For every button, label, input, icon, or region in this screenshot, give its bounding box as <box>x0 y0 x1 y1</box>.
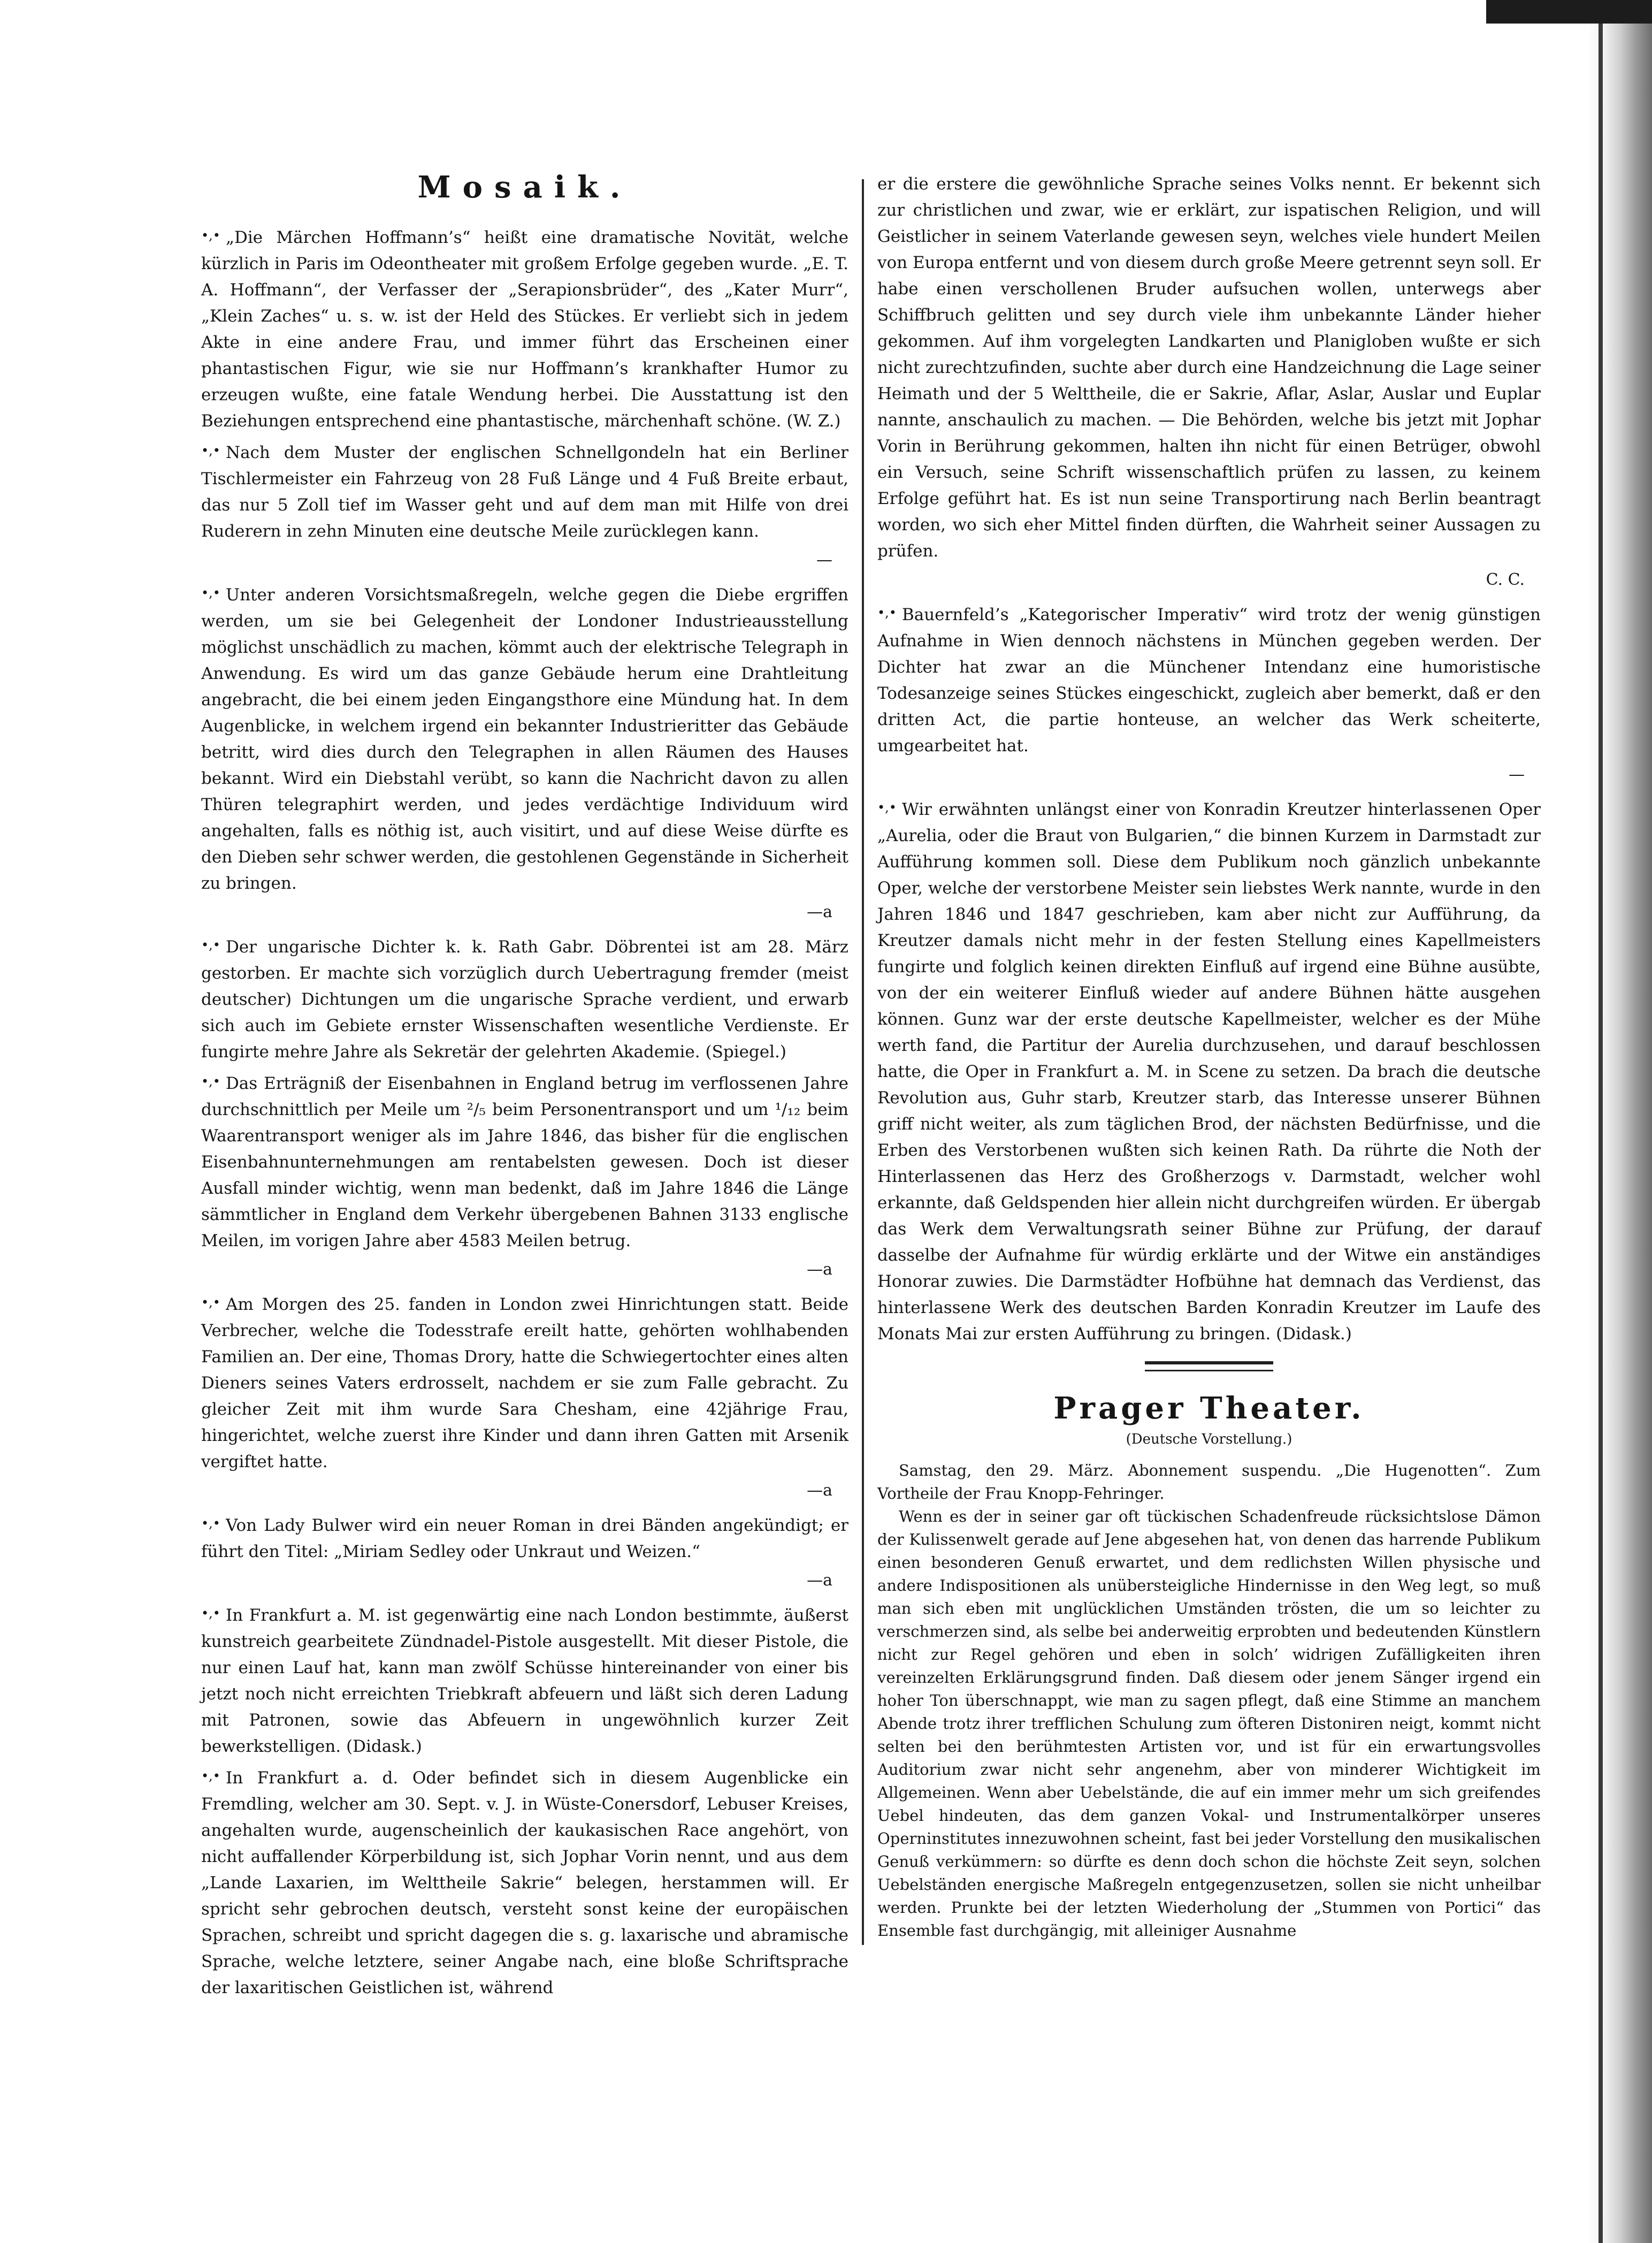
left-news-item-text <box>201 1290 848 1475</box>
right-items-list <box>877 171 1541 1347</box>
left-news-item <box>201 223 848 434</box>
left-news-item <box>201 1600 848 1760</box>
item-marker: •,• <box>201 227 220 243</box>
item-body: Wir erwähnten unlängst einer von Konradin Kreutzer hinterlassenen Oper „Aurelia, oder die Braut von Bulgarien,“ die binnen Kurzem in Darmstadt zur Aufführung kommen soll. Diese dem Publikum noch gänzlich unbekannte Oper, welche der verstorbene Meister sein liebstes Werk nannte, wurde in den Jahren 1846 und 1847 geschrieben, kam aber nicht zur Aufführung, da Kreutzer damals nicht mehr in der festen Stellung eines Kapellmeisters fungirte und folglich keinen direkten Einfluß auf irgend eine Bühne ausübte, von der ein weiterer Einfluß wieder auf andere Bühnen hätte ausgehen können. Gunz war der erste deutsche Kapellmeister, welcher es der Mühe werth fand, die Partitur der Aurelia durchzusehen, und darauf beschlossen hatte, die Oper in Frankfurt a. M. in Scene zu setzen. Da brach die deutsche Revolution aus, Guhr starb, Kreutzer starb, das Interesse unserer Bühnen griff nicht weiter, als zum täglichen Brod, der nächsten Bedürfnisse, und die Erben des Verstorbenen wußten sich keinen Rath. Da rührte die Noth der Hinterlassenen das Herz des Großherzogs v. Darmstadt, welcher wohl erkannte, daß Geldspenden hier allein nicht durchgreifen würden. Er übergab das Werk dem Verwaltungsrath seiner Bühne zur Prüfung, der darauf dasselbe der Aufnahme für würdig erklärte und der Witwe ein anständiges Honorar zuwies. Die Darmstädter Hofbühne hat demnach das Verdienst, das hinterlassene Werk des deutschen Barden Konradin Kreutzer im Laufe des Monats Mai zur ersten Aufführung zu bringen. (Didask.) <box>877 800 1541 1344</box>
left-news-item <box>201 1069 848 1254</box>
item-marker: •,• <box>201 1605 220 1621</box>
item-marker: •,• <box>201 443 220 458</box>
item-signature: —a <box>807 1570 832 1590</box>
right-news-item <box>877 171 1541 564</box>
left-column <box>201 171 848 2004</box>
theater-body: Wenn es der in seiner gar oft tückischen Schadenfreude rücksichtslose Dämon der Kulissenwelt gerade auf Jene abgesehen hat, von denen das harrende Publikum einen besonderen Genuß erwartet, und dem redlichsten Willen physische und andere Indispositionen als unübersteigliche Hindernisse in den Weg legt, so muß man sich eben mit unglücklichen Umständen trösten, die um so leichter zu verschmerzen sind, als selbe bei anderweitig erprobten und bedeutenden Künstlern nicht zur Regel gehören und eben in solch’ widrigen Zufälligkeiten ihren vereinzelten Erklärungsgrund finden. Daß diesem oder jenem Sänger irgend ein hoher Ton überschnappt, wie man zu sagen pflegt, daß eine Stimme an manchem Abende trotz ihrer trefflichen Schulung zum öfteren Distoniren neigt, kommt nicht selten bei den berühmtesten Artisten vor, und ist für ein erwartungsvolles Auditorium zwar nicht sehr angenehm, aber von minderer Wichtigkeit im Allgemeinen. Wenn aber Uebelstände, die auf ein immer mehr um sich greifendes Uebel hindeuten, das dem ganzen Vokal- und Instrumentalkörper unseres Operninstitutes innezuwohnen scheint, fast bei jeder Vorstellung den musikalischen Genuß verkümmern: so dürfte es denn doch schon die höchste Zeit seyn, solchen Uebelständen energische Maßregeln entgegenzusetzen, sollen sie nicht unheilbar werden. Prunkte bei der letzten Wiederholung der „Stummen von Portici“ das Ensemble fast durchgängig, mit alleiniger Ausnahme <box>877 1507 1541 1940</box>
left-news-item-text <box>201 932 848 1065</box>
theater-subtitle: (Deutsche Vorstellung.) <box>1126 1431 1292 1447</box>
item-body: Nach dem Muster der englischen Schnellgondeln hat ein Berliner Tischlermeister ein Fahrzeug von 28 Fuß Länge und 4 Fuß Breite erbaut, das nur 5 Zoll tief im Wasser geht und auf dem man mit Hilfe von drei Ruderern in zehn Minuten eine deutsche Meile zurücklegen kann. <box>201 443 848 541</box>
item-body: In Frankfurt a. M. ist gegenwärtig eine nach London bestimmte, äußerst kunstreich gearbeitete Zündnadel-Pistole ausgestellt. Mit dieser Pistole, die nur einen Lauf hat, kann man zwölf Schüsse hintereinander von einer bis jetzt noch nicht erreichten Triebkraft abfeuern und läßt sich deren Ladung mit Patronen, sowie das Abfeuern in ungewöhnlich kurzer Zeit bewerkstelligen. (Didask.) <box>201 1605 848 1756</box>
item-marker: •,• <box>201 1768 220 1783</box>
left-items-list <box>201 223 848 2001</box>
item-signature: — <box>816 550 832 569</box>
item-body: er die erstere die gewöhnliche Sprache seines Volks nennt. Er bekennt sich zur christlichen und zwar, wie er erklärt, zur ispatischen Religion, und will Geistlicher in seinem Vaterlande gewesen seyn, welches viele hundert Meilen von Europa entfernt und von diesem durch große Meere getrennt seyn soll. Er habe einen verschollenen Bruder aufsuchen wollen, unterwegs aber Schiffbruch gelitten und sey durch viele ihm unbekannte Länder hieher gekommen. Auf ihm vorgelegten Landkarten und Planigloben wußte er sich nicht zurechtzufinden, suchte aber durch eine Handzeichnung die Lage seiner Heimath und der 5 Welttheile, die er Sakrie, Aflar, Aslar, Auslar und Euplar nannte, anschaulich zu machen. — Die Behörden, welche bis jetzt mit Jophar Vorin in Berührung gekommen, halten ihn nicht für einen Betrüger, obwohl ein Versuch, seine Schrift wissenschaftlich prüfen zu lassen, zu keinem Erfolge geführt hat. Es ist nun seine Transportirung nach Berlin beantragt worden, wo sich eher Mittel finden dürften, die Wahrheit seiner Aussagen zu prüfen. <box>877 174 1541 561</box>
item-body: Am Morgen des 25. fanden in London zwei Hinrichtungen statt. Beide Verbrecher, welche die Todesstrafe ereilt hatte, gehörten wohlhabenden Familien an. Der eine, Thomas Drory, hatte die Schwiegertochter eines alten Dieners seines Vaters erdrosselt, nachdem er sie zum Falle gebracht. Zu gleicher Zeit mit ihm wurde Sara Chesham, eine 42jährige Frau, hingerichtet, welche zuerst ihre Kinder und dann ihren Gatten mit Arsenik vergiftet hatte. <box>201 1294 848 1471</box>
item-body: Bauernfeld’s „Kategorischer Imperativ“ wird trotz der wenig günstigen Aufnahme in Wien dennoch nächstens in München gegeben werden. Der Dichter hat zwar an die Münchener Intendanz eine humoristische Todesanzeige seines Stückes eingeschickt, zugleich aber bemerkt, daß er den dritten Act, die partie honteuse, an welcher das Werk scheiterte, umgearbeitet hat. <box>877 605 1541 756</box>
right-news-item-text <box>877 171 1541 564</box>
item-marker: •,• <box>201 1073 220 1089</box>
scan-page-edge <box>1588 0 1652 2243</box>
item-marker: •,• <box>201 937 220 952</box>
section-heading-mosaik: Mosaik. <box>417 170 632 205</box>
left-news-item-text <box>201 438 848 545</box>
right-news-item <box>877 600 1541 759</box>
item-body: Von Lady Bulwer wird ein neuer Roman in drei Bänden angekündigt; er führt den Titel: „Miriam Sedley oder Unkraut und Weizen.“ <box>201 1515 848 1561</box>
item-marker: •,• <box>201 1294 220 1310</box>
item-signature: —a <box>807 1260 832 1279</box>
left-news-item <box>201 1290 848 1475</box>
item-body: „Die Märchen Hoffmann’s“ heißt eine dramatische Novität, welche kürzlich in Paris im Odeontheater mit großem Erfolge gegeben wurde. „E. T. A. Hoffmann“, der Verfasser der „Serapionsbrüder“, des „Kater Murr“, „Klein Zaches“ u. s. w. ist der Held des Stückes. Er verliebt sich in jedem Akte in eine andere Frau, und immer führt das Erscheinen einer phantastischen Figur, wie sie nur Hoffmann’s krankhafter Humor zu erzeugen wußte, eine fatale Wendung herbei. Die Ausstattung ist den Beziehungen entsprechend eine phantastische, märchenhaft schöne. (W. Z.) <box>201 227 848 431</box>
right-news-item-text <box>877 600 1541 759</box>
item-body: Unter anderen Vorsichtsmaßregeln, welche gegen die Diebe ergriffen werden, um sie bei Gelegenheit der Londoner Industrieausstellung möglichst unschädlich zu machen, kömmt auch der elektrische Telegraph in Anwendung. Es wird um das ganze Gebäude herum eine Drahtleitung angebracht, die bei einem jeden Eingangsthore eine Mündung hat. In dem Augenblicke, in welchem irgend ein bekannter Industrieritter das Gebäude betritt, wird dies durch den Telegraphen in allen Räumen des Hauses bekannt. Wird ein Diebstahl verübt, so kann die Nachricht davon zu allen Thüren telegraphirt werden, und jedes verdächtige Individuum wird angehalten, falls es nöthig ist, auch visitirt, und auf diese Weise dürfte es den Dieben sehr schwer werden, die gestohlenen Gegenstände in Sicherheit zu bringen. <box>201 585 848 893</box>
left-news-item <box>201 1510 848 1565</box>
left-news-item-text <box>201 580 848 897</box>
column-divider-rule <box>862 179 864 1945</box>
right-column <box>877 171 1541 1942</box>
item-body: In Frankfurt a. d. Oder befindet sich in diesem Augenblicke ein Fremdling, welcher am 30. Sept. v. J. in Wüste-Conersdorf, Lebuser Kreises, angehalten wurde, augenscheinlich der kaukasischen Race angehört, von nicht auffallender Körperbildung ist, sich Jophar Vorin nennt, und aus dem „Lande Laxarien, im Welttheile Sakrie“ belegen, herstammen will. Er spricht sehr gebrochen deutsch, versteht sonst keine der europäischen Sprachen, schreibt und spricht dagegen die s. g. laxarische und abramische Sprache, welche letztere, seiner Angabe nach, eine bloße Schriftsprache der laxaritischen Geistlichen ist, während <box>201 1768 848 1997</box>
theater-date-line: Samstag, den 29. März. Abonnement suspendu. „Die Hugenotten“. Zum Vortheile der Frau Knopp-Fehringer. <box>877 1461 1541 1502</box>
item-signature: C. C. <box>1486 570 1525 589</box>
theater-title: Prager Theater. <box>1053 1391 1365 1426</box>
section-divider <box>1145 1361 1273 1371</box>
scan-corner-mark <box>1486 0 1652 24</box>
left-news-item <box>201 580 848 897</box>
left-news-item <box>201 1763 848 2001</box>
item-marker: •,• <box>201 1515 220 1531</box>
item-marker: •,• <box>877 800 897 815</box>
left-news-item-text <box>201 223 848 434</box>
left-news-item-text <box>201 1763 848 2001</box>
left-news-item-text <box>201 1600 848 1760</box>
left-news-item-text <box>201 1069 848 1254</box>
left-news-item <box>201 932 848 1065</box>
item-body: Der ungarische Dichter k. k. Rath Gabr. Döbrentei ist am 28. März gestorben. Er machte sich vorzüglich durch Uebertragung fremder (meist deutscher) Dichtungen um die ungarische Sprache verdient, und erwarb sich auch im Gebiete ernster Wissenschaften wesentliche Verdienste. Er fungirte mehre Jahre als Sekretär der gelehrten Akademie. (Spiegel.) <box>201 937 848 1062</box>
item-body: Das Erträgniß der Eisenbahnen in England betrug im verflossenen Jahre durchschnittlich per Meile um ²/₅ beim Personentransport und um ¹/₁₂ beim Waarentransport weniger als im Jahre 1846, das bisher für die englischen Eisenbahnunternehmungen am rentabelsten gewesen. Doch ist dieser Ausfall minder wichtig, wenn man bedenkt, daß im Jahre 1846 die Länge sämmtlicher in England dem Verkehr übergebenen Bahnen 3133 englische Meilen, im vorigen Jahre aber 4583 Meilen betrug. <box>201 1073 848 1250</box>
item-signature: —a <box>807 1481 832 1500</box>
right-news-item-text <box>877 795 1541 1347</box>
left-news-item <box>201 438 848 545</box>
right-news-item <box>877 795 1541 1347</box>
item-marker: •,• <box>877 605 897 620</box>
item-signature: —a <box>807 902 832 921</box>
item-marker: •,• <box>201 585 220 600</box>
item-signature: — <box>1509 765 1525 784</box>
left-news-item-text <box>201 1510 848 1565</box>
